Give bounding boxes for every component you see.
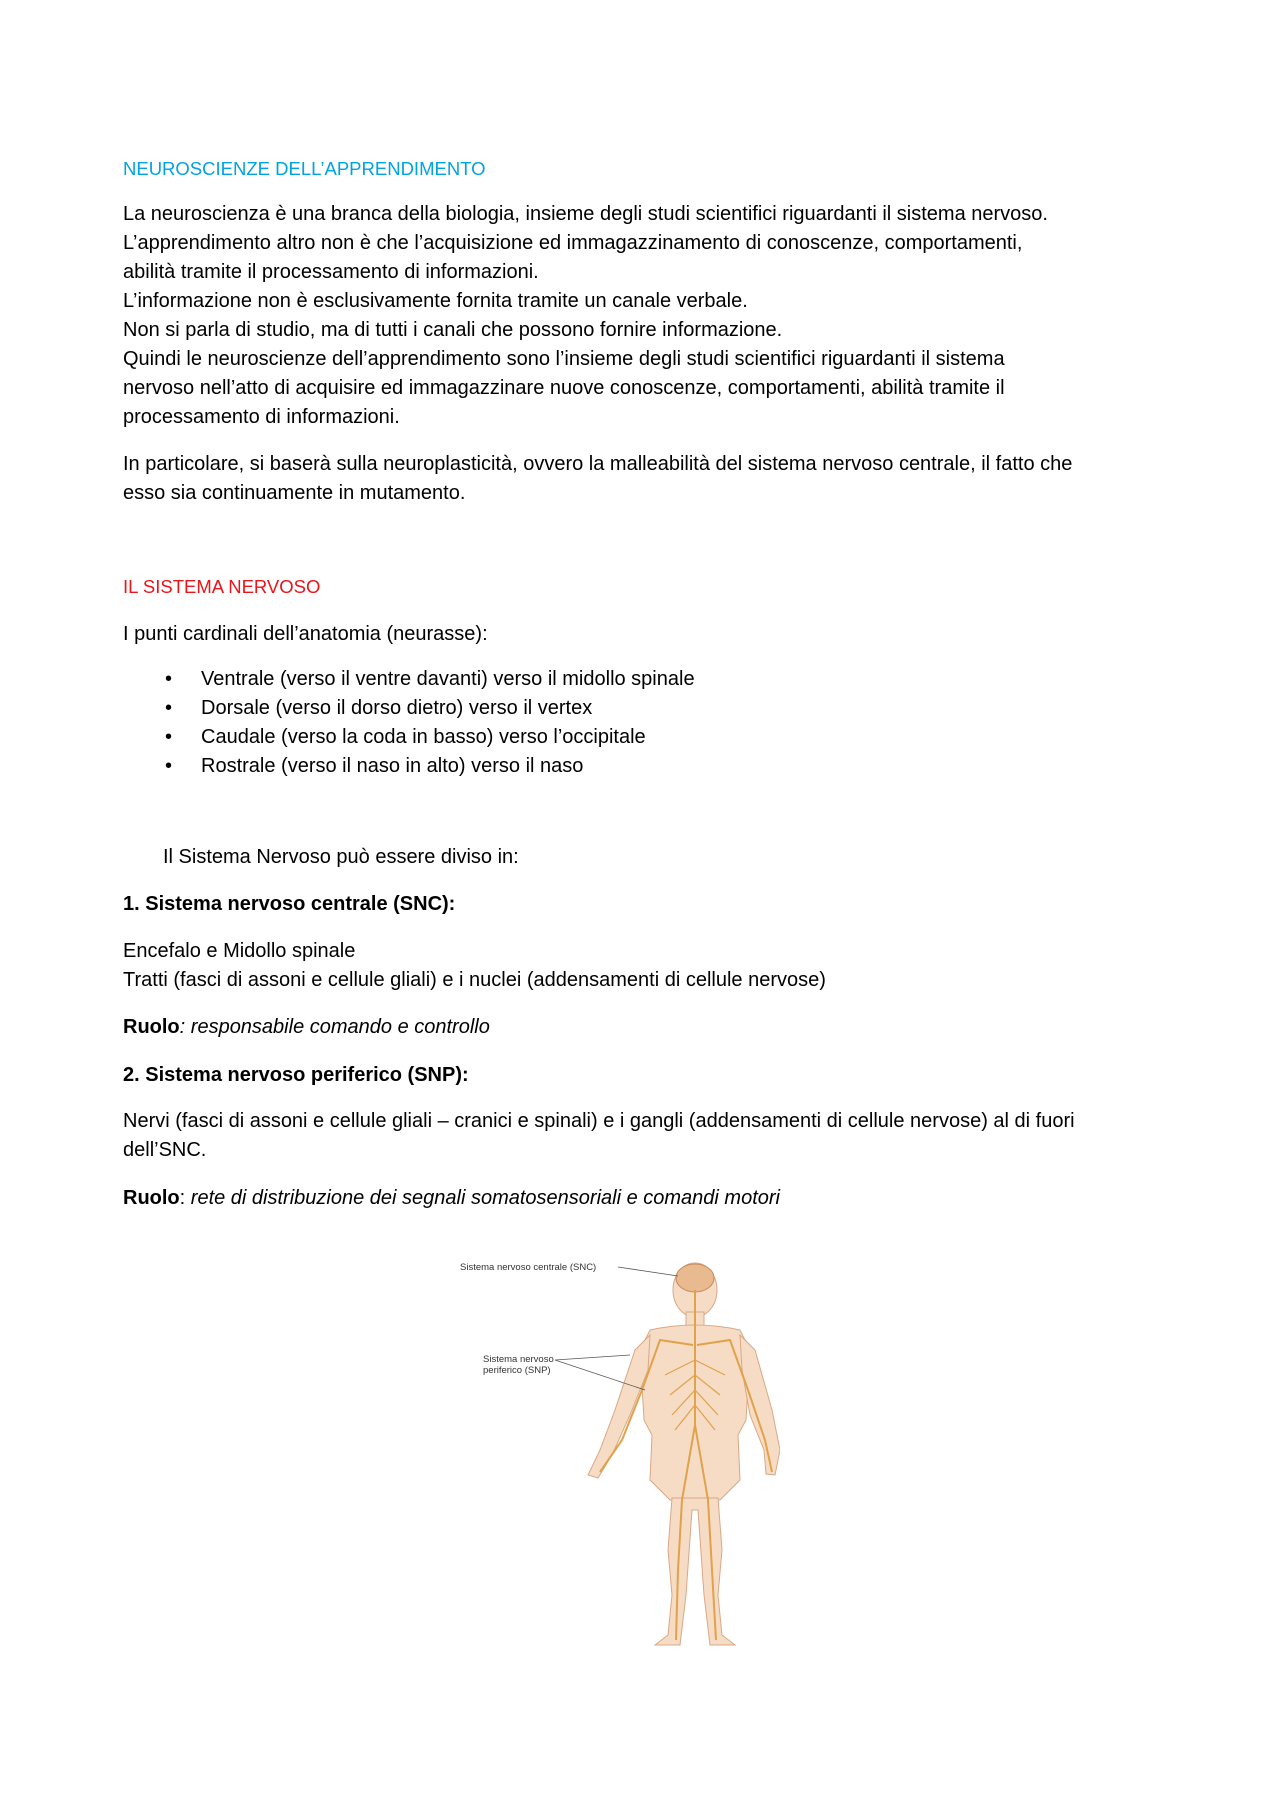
- snp-title: 2. Sistema nervoso periferico (SNP):: [123, 1064, 469, 1086]
- text-line: esso sia continuamente in mutamento.: [123, 482, 466, 504]
- list-item: • Ventrale (verso il ventre davanti) verso il midollo spinale: [123, 665, 1163, 694]
- list-item: • Rostrale (verso il naso in alto) verso il naso: [123, 752, 1163, 781]
- text-line: La neuroscienza è una branca della biologia, insieme degli studi scientifici riguardanti il sistema nervoso.: [123, 203, 1048, 225]
- division-intro: [123, 843, 1163, 872]
- text-line: I punti cardinali dell’anatomia (neurasse):: [123, 623, 488, 645]
- role-label: Ruolo: [123, 1016, 180, 1038]
- list-item: • Dorsale (verso il dorso dietro) verso il vertex: [123, 694, 1163, 723]
- text-line: L’informazione non è esclusivamente fornita tramite un canale verbale.: [123, 290, 748, 312]
- snc-description: [123, 937, 1163, 995]
- label-snc: Sistema nervoso centrale (SNC): [460, 1262, 597, 1273]
- leader-line: [555, 1355, 630, 1360]
- text-line: nervoso nell’atto di acquisire ed immagazzinare nuove conoscenze, comportamenti, abilità tramite il: [123, 377, 1005, 399]
- cardinal-points-list: [123, 665, 1163, 781]
- nervous-system-figure: [450, 1250, 780, 1650]
- text-line: abilità tramite il processamento di informazioni.: [123, 261, 539, 283]
- anatomy-intro: [123, 620, 1163, 649]
- text-line: Non si parla di studio, ma di tutti i canali che possono fornire informazione.: [123, 319, 783, 341]
- role-text: rete di distribuzione dei segnali somatosensoriali e comandi motori: [190, 1187, 780, 1209]
- leader-line: [618, 1267, 678, 1276]
- snp-description: [123, 1107, 1163, 1165]
- text-line: dell’SNC.: [123, 1139, 207, 1161]
- text-line: L’apprendimento altro non è che l’acquisizione ed immagazzinamento di conoscenze, comportamenti,: [123, 232, 1023, 254]
- snp-role: Ruolo: rete di distribuzione dei segnali somatosensoriali e comandi motori: [123, 1187, 780, 1209]
- text-line: Quindi le neuroscienze dell’apprendimento sono l’insieme degli studi scientifici riguardanti il sistema: [123, 348, 1005, 370]
- plasticity-paragraph: [123, 450, 1163, 508]
- text-line: In particolare, si baserà sulla neuroplasticità, ovvero la malleabilità del sistema nervoso centrale, il fatto che: [123, 453, 1073, 475]
- section-nervous-system: [123, 572, 1163, 601]
- text-line: Encefalo e Midollo spinale: [123, 940, 356, 962]
- bullet-icon: •: [165, 726, 173, 748]
- list-item: • Caudale (verso la coda in basso) verso l’occipitale: [123, 723, 1163, 752]
- snc-title-block: [123, 890, 1163, 919]
- section-neuroscience: [123, 154, 1163, 183]
- role-label: Ruolo: [123, 1187, 180, 1209]
- heading-neuroscienze: NEUROSCIENZE DELL’APPRENDIMENTO: [123, 158, 486, 179]
- role-text: responsabile comando e controllo: [190, 1016, 490, 1038]
- text-line: Il Sistema Nervoso può essere diviso in:: [163, 846, 519, 868]
- text-line: Tratti (fasci di assoni e cellule gliali) e i nuclei (addensamenti di cellule nervose): [123, 969, 826, 991]
- text-line: processamento di informazioni.: [123, 406, 400, 428]
- body-silhouette: [588, 1263, 780, 1645]
- intro-paragraph: [123, 200, 1163, 432]
- brain-icon: [676, 1264, 714, 1292]
- text-line: Nervi (fasci di assoni e cellule gliali – cranici e spinali) e i gangli (addensamenti di cellule nervose) al di fuori: [123, 1110, 1075, 1132]
- bullet-icon: •: [165, 755, 173, 777]
- bullet-icon: •: [165, 697, 173, 719]
- heading-sistema-nervoso: IL SISTEMA NERVOSO: [123, 576, 321, 597]
- label-snp-1: Sistema nervoso: [483, 1354, 554, 1365]
- bullet-icon: •: [165, 668, 173, 690]
- snc-role: Ruolo: responsabile comando e controllo: [123, 1016, 490, 1038]
- snp-title-block: [123, 1061, 1163, 1090]
- label-snp-2: periferico (SNP): [483, 1365, 551, 1376]
- snc-title: 1. Sistema nervoso centrale (SNC):: [123, 893, 456, 915]
